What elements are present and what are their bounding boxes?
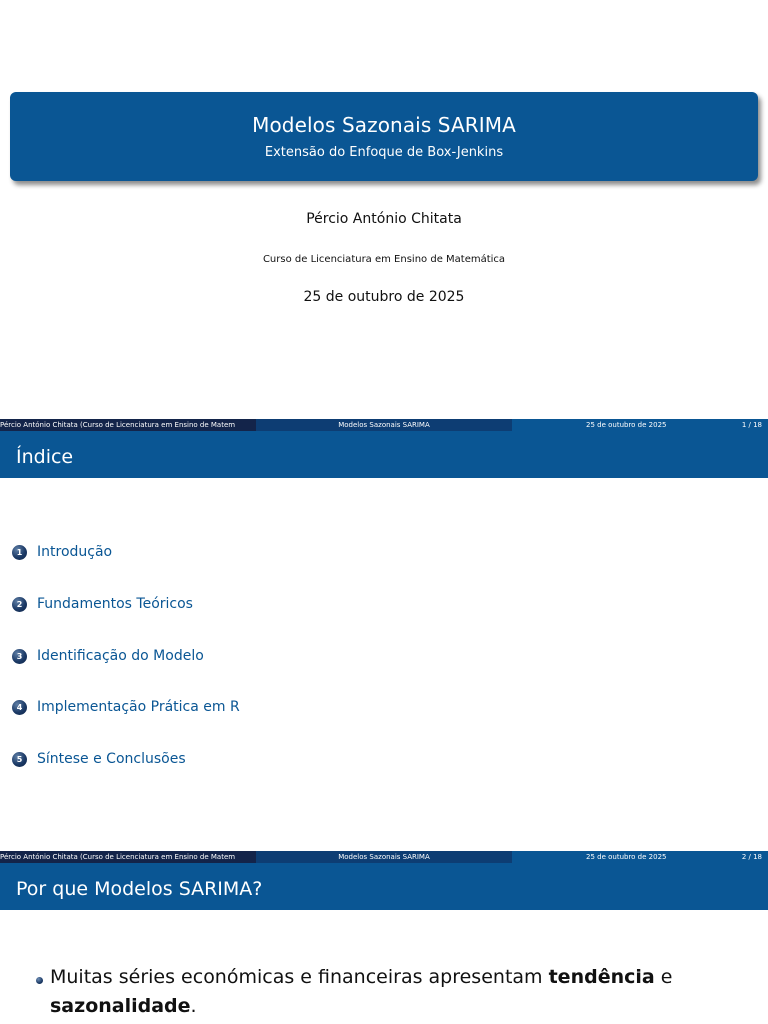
toc-item-identificacao[interactable]: [12, 647, 204, 665]
bullet-item: [50, 963, 740, 1021]
author-name: Pércio António Chitata: [306, 211, 462, 227]
toc-number-badge: 5: [12, 752, 27, 767]
toc-item-fundamentos[interactable]: [12, 595, 193, 613]
frame-title-bar-why-sarima: [0, 863, 768, 910]
bullet-text-after: .: [190, 995, 197, 1017]
toc-number-badge: 1: [12, 545, 27, 560]
bullet-bold-tendencia: tendência: [548, 966, 655, 988]
bullet-bold-sazonalidade: sazonalidade: [50, 995, 191, 1017]
presentation-title: Modelos Sazonais SARIMA: [252, 113, 516, 137]
toc-item-label: Implementação Prática em R: [37, 699, 240, 715]
institute-name: Curso de Licenciatura em Ensino de Matemática: [262, 254, 506, 265]
footer-date-page: [512, 419, 768, 431]
toc-item-label: Introdução: [37, 544, 113, 560]
footer-page-number: 1 / 18: [741, 421, 762, 429]
footer-author-institute: Pércio António Chitata (Curso de Licenciatura em Ensino de Matem: [0, 419, 256, 431]
toc-item-introducao[interactable]: [12, 543, 112, 561]
toc-item-label: Fundamentos Teóricos: [37, 596, 193, 612]
footer-short-title: Modelos Sazonais SARIMA: [256, 851, 512, 863]
footer-date: 25 de outubro de 2025: [586, 421, 667, 429]
presentation-subtitle: Extensão do Enfoque de Box-Jenkins: [264, 145, 504, 160]
slide-footer-1: [0, 419, 768, 431]
bullet-icon: [36, 977, 43, 984]
toc-item-label: Identificação do Modelo: [37, 648, 204, 664]
footer-date: 25 de outubro de 2025: [586, 853, 667, 861]
frame-title: Índice: [16, 446, 74, 468]
slide-footer-2: [0, 851, 768, 863]
bullet-text-middle: e: [654, 966, 673, 988]
title-box: [10, 92, 758, 181]
frame-title: Por que Modelos SARIMA?: [16, 878, 263, 900]
footer-author-institute: Pércio António Chitata (Curso de Licenciatura em Ensino de Matem: [0, 851, 256, 863]
toc-number-badge: 4: [12, 700, 27, 715]
presentation-date: 25 de outubro de 2025: [303, 289, 465, 305]
toc-number-badge: 2: [12, 597, 27, 612]
toc-number-badge: 3: [12, 649, 27, 664]
footer-page-number: 2 / 18: [741, 853, 762, 861]
toc-item-label: Síntese e Conclusões: [37, 751, 186, 767]
toc-item-sintese[interactable]: [12, 750, 186, 768]
frame-title-bar-index: [0, 431, 768, 478]
footer-short-title: Modelos Sazonais SARIMA: [256, 419, 512, 431]
footer-date-page: [512, 851, 768, 863]
toc-item-implementacao[interactable]: [12, 698, 240, 716]
bullet-text-before: Muitas séries económicas e financeiras apresentam: [50, 966, 549, 988]
